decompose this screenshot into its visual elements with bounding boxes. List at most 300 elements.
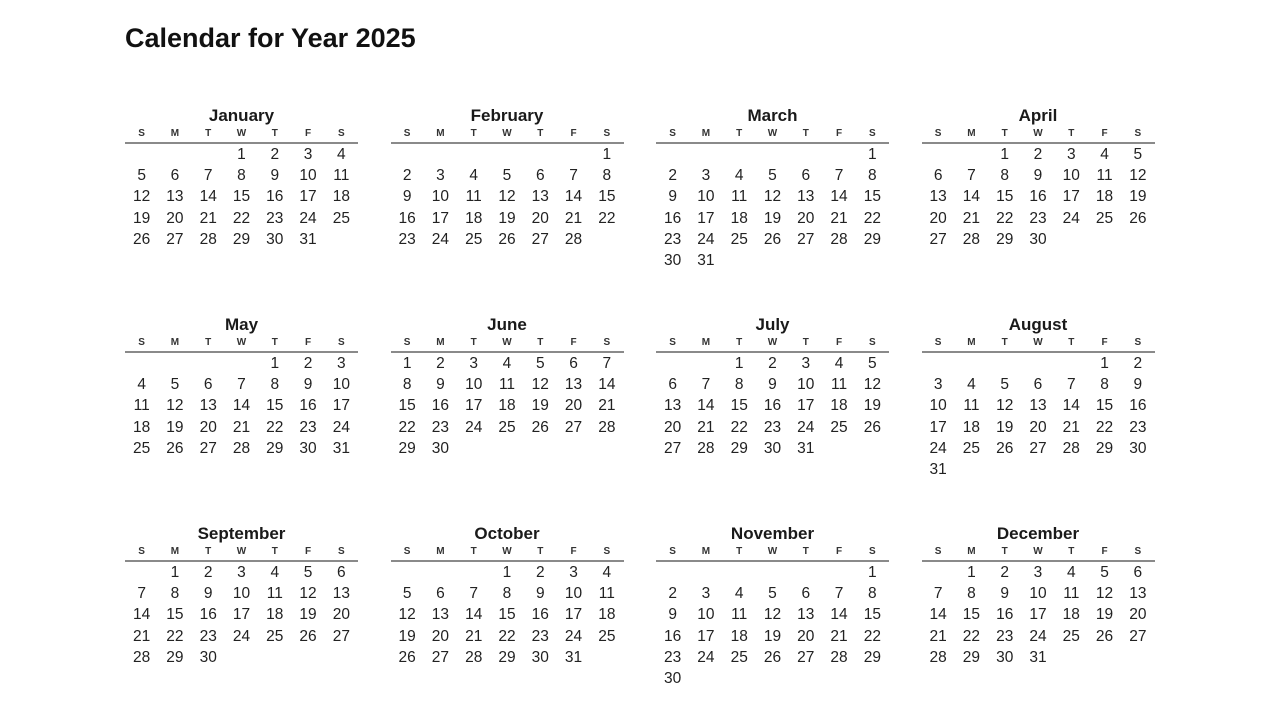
- day-cell: 30: [664, 251, 682, 269]
- day-cell: 7: [237, 376, 246, 394]
- day-cell: 5: [137, 167, 146, 185]
- day-cell: [988, 459, 1021, 480]
- day-cell: 17: [1029, 606, 1047, 624]
- week-row: [125, 562, 358, 583]
- day-cell: 8: [1100, 376, 1109, 394]
- day-cell: 24: [332, 418, 350, 436]
- day-cell: [1088, 229, 1121, 250]
- weekday-header-row: [391, 545, 624, 559]
- day-cell: 7: [1066, 376, 1076, 394]
- day-cell: 8: [602, 167, 612, 185]
- day-cell: [225, 647, 258, 668]
- day-cell: [1055, 459, 1088, 480]
- day-cell: [1055, 353, 1088, 374]
- day-cell: 14: [564, 188, 583, 206]
- day-cell: 13: [797, 606, 815, 624]
- day-cell: 9: [768, 376, 777, 394]
- day-cell: 9: [668, 606, 677, 624]
- day-cell: 21: [830, 627, 848, 645]
- weekday-label: S: [138, 128, 145, 139]
- weekday-label: S: [337, 546, 345, 557]
- day-cell: 5: [768, 167, 777, 185]
- day-cell: 27: [199, 439, 217, 457]
- day-cell: 25: [830, 418, 848, 436]
- day-cell: 5: [535, 355, 545, 372]
- weeks: [656, 144, 889, 271]
- day-cell: 1: [502, 564, 512, 581]
- day-cell: 16: [763, 397, 782, 415]
- day-cell: 12: [133, 188, 151, 206]
- week-row: [125, 208, 358, 229]
- day-cell: 31: [564, 648, 583, 666]
- day-cell: 10: [929, 397, 947, 415]
- page-title: Calendar for Year 2025: [125, 23, 416, 53]
- day-cell: 5: [402, 585, 412, 603]
- day-cell: 21: [929, 627, 947, 645]
- day-cell: [756, 668, 789, 689]
- weekday-label: T: [802, 128, 809, 139]
- day-cell: 18: [598, 606, 616, 624]
- day-cell: 12: [763, 188, 782, 206]
- day-cell: 28: [929, 648, 947, 666]
- day-cell: 6: [436, 585, 445, 603]
- day-cell: 20: [564, 397, 583, 415]
- weekday-label: M: [170, 337, 180, 348]
- week-row: [656, 208, 889, 229]
- day-cell: [325, 647, 358, 668]
- weekday-label: T: [736, 337, 743, 348]
- day-cell: 11: [1096, 167, 1113, 185]
- day-cell: 22: [730, 418, 748, 436]
- weekday-label: M: [701, 337, 711, 348]
- day-cell: 9: [270, 167, 280, 185]
- day-cell: 25: [465, 230, 483, 248]
- month-name: February: [470, 106, 544, 125]
- week-row: [391, 583, 624, 604]
- weekday-label: T: [205, 546, 212, 557]
- day-cell: [822, 250, 855, 271]
- day-cell: 22: [996, 209, 1014, 227]
- weekday-label: T: [271, 546, 278, 557]
- weekday-label: M: [967, 546, 976, 557]
- week-row: [922, 626, 1155, 647]
- day-cell: 25: [498, 418, 516, 436]
- day-cell: 29: [996, 230, 1014, 248]
- day-cell: 31: [697, 251, 715, 269]
- day-cell: 27: [1029, 439, 1047, 457]
- weeks: [922, 562, 1155, 668]
- day-cell: [524, 144, 557, 165]
- day-cell: 23: [531, 627, 549, 645]
- weekday-label: M: [967, 128, 976, 139]
- weekday-label: S: [934, 546, 942, 557]
- week-row: [391, 229, 624, 250]
- day-cell: 10: [465, 376, 483, 394]
- day-cell: 20: [929, 209, 947, 227]
- day-cell: [457, 144, 490, 165]
- day-cell: 17: [1062, 188, 1080, 206]
- weekday-label: F: [304, 128, 312, 139]
- day-cell: [789, 668, 822, 689]
- day-cell: 21: [1062, 418, 1080, 436]
- day-cell: 20: [1129, 606, 1147, 624]
- month-november: [656, 524, 889, 689]
- day-cell: 21: [598, 397, 616, 415]
- week-row: [922, 208, 1155, 229]
- day-cell: 29: [962, 648, 981, 666]
- weekday-header-row: [125, 545, 358, 559]
- day-cell: 19: [1129, 188, 1147, 206]
- day-cell: [125, 353, 158, 374]
- weekday-label: S: [1134, 337, 1142, 348]
- week-row: [125, 417, 358, 438]
- day-cell: 15: [398, 397, 416, 415]
- weekday-label: T: [537, 337, 544, 348]
- weekday-label: W: [767, 546, 778, 557]
- weekday-label: F: [835, 128, 843, 139]
- day-cell: 24: [797, 418, 815, 436]
- weekday-label: S: [403, 546, 411, 557]
- day-cell: 25: [1095, 209, 1114, 227]
- day-cell: [424, 144, 457, 165]
- day-cell: 28: [133, 648, 151, 666]
- day-cell: 26: [398, 648, 416, 666]
- week-row: [391, 647, 624, 668]
- day-cell: 11: [598, 585, 615, 603]
- day-cell: 26: [863, 418, 881, 436]
- day-cell: 6: [170, 167, 180, 185]
- weekday-label: M: [967, 337, 976, 348]
- weekday-label: S: [669, 546, 676, 557]
- day-cell: 14: [598, 376, 616, 394]
- day-cell: 18: [1062, 606, 1080, 624]
- week-row: [656, 604, 889, 625]
- day-cell: 16: [664, 209, 682, 227]
- day-cell: 18: [465, 209, 483, 227]
- day-cell: 3: [1066, 146, 1076, 163]
- weekday-label: W: [767, 337, 778, 348]
- weekday-label: S: [403, 128, 411, 139]
- day-cell: 22: [962, 627, 981, 645]
- day-cell: 25: [332, 209, 350, 227]
- day-cell: 23: [266, 209, 284, 227]
- week-row: [922, 647, 1155, 668]
- day-cell: 5: [868, 355, 877, 372]
- day-cell: 3: [237, 564, 246, 581]
- day-cell: 30: [664, 669, 682, 687]
- day-cell: 11: [333, 167, 350, 185]
- day-cell: 8: [402, 376, 412, 394]
- week-row: [656, 353, 889, 374]
- day-cell: 30: [431, 439, 450, 457]
- weekday-label: S: [669, 337, 676, 348]
- day-cell: 7: [203, 167, 213, 185]
- day-cell: 11: [498, 376, 516, 394]
- day-cell: [922, 353, 955, 374]
- day-cell: 23: [763, 418, 782, 436]
- day-cell: 11: [963, 397, 980, 415]
- day-cell: 1: [237, 146, 246, 163]
- weekday-label: W: [236, 546, 247, 557]
- day-cell: 30: [763, 439, 782, 457]
- day-cell: [125, 562, 158, 583]
- day-cell: 26: [996, 439, 1014, 457]
- weekday-label: W: [1033, 337, 1043, 348]
- day-cell: 18: [332, 188, 350, 206]
- week-row: [656, 186, 889, 207]
- day-cell: 29: [498, 648, 516, 666]
- week-row: [391, 374, 624, 395]
- day-cell: [557, 144, 590, 165]
- weekday-header-row: [391, 127, 624, 141]
- week-row: [922, 417, 1155, 438]
- month-march: [656, 106, 889, 271]
- day-cell: 14: [830, 188, 848, 206]
- day-cell: 4: [337, 146, 346, 163]
- month-name: August: [1008, 315, 1068, 334]
- weekday-label: W: [236, 128, 247, 139]
- weekday-header-row: [922, 545, 1155, 559]
- day-cell: 9: [402, 188, 412, 206]
- weekday-label: W: [502, 337, 512, 348]
- weekday-label: T: [470, 128, 477, 139]
- day-cell: 29: [398, 439, 416, 457]
- day-cell: 9: [436, 376, 445, 394]
- day-cell: 13: [929, 188, 947, 206]
- day-cell: [955, 353, 988, 374]
- day-cell: 24: [465, 418, 483, 436]
- day-cell: 1: [170, 564, 180, 581]
- weekday-label: F: [304, 337, 312, 348]
- day-cell: [158, 144, 191, 165]
- day-cell: 27: [431, 648, 450, 666]
- day-cell: 8: [967, 585, 976, 603]
- day-cell: 19: [863, 397, 881, 415]
- day-cell: 12: [498, 188, 516, 206]
- day-cell: 14: [133, 606, 151, 624]
- week-row: [922, 165, 1155, 186]
- day-cell: [391, 562, 424, 583]
- day-cell: 2: [668, 585, 677, 603]
- day-cell: [756, 250, 789, 271]
- day-cell: 19: [763, 627, 782, 645]
- day-cell: 3: [801, 355, 811, 372]
- day-cell: 2: [1000, 564, 1010, 581]
- weeks: [391, 562, 624, 668]
- day-cell: 20: [1029, 418, 1047, 436]
- weekday-label: W: [502, 546, 512, 557]
- day-cell: 18: [1095, 188, 1114, 206]
- day-cell: 16: [299, 397, 317, 415]
- day-cell: [590, 229, 623, 250]
- day-cell: 27: [664, 439, 682, 457]
- day-cell: 7: [834, 585, 844, 603]
- day-cell: 10: [1029, 585, 1047, 603]
- weekday-label: W: [502, 128, 512, 139]
- day-cell: 9: [203, 585, 213, 603]
- day-cell: 4: [734, 585, 744, 603]
- day-cell: 18: [498, 397, 516, 415]
- day-cell: 2: [535, 564, 545, 581]
- day-cell: 9: [1033, 167, 1043, 185]
- day-cell: 13: [797, 188, 815, 206]
- month-name: January: [208, 106, 275, 125]
- day-cell: [1021, 353, 1054, 374]
- day-cell: 8: [237, 167, 246, 185]
- weekday-label: W: [236, 337, 247, 348]
- day-cell: 3: [933, 376, 943, 394]
- day-cell: [1121, 229, 1154, 250]
- day-cell: 18: [730, 627, 748, 645]
- day-cell: 11: [731, 188, 748, 206]
- day-cell: 16: [996, 606, 1014, 624]
- week-row: [656, 250, 889, 271]
- week-row: [656, 395, 889, 416]
- day-cell: 5: [170, 376, 180, 394]
- day-cell: 28: [962, 230, 981, 248]
- week-row: [125, 626, 358, 647]
- day-cell: 13: [564, 376, 583, 394]
- day-cell: 30: [299, 439, 317, 457]
- day-cell: [922, 562, 955, 583]
- day-cell: 3: [569, 564, 578, 581]
- weekday-label: S: [337, 128, 345, 139]
- weekday-label: S: [1134, 128, 1142, 139]
- day-cell: 15: [266, 397, 284, 415]
- week-row: [922, 395, 1155, 416]
- week-row: [656, 562, 889, 583]
- day-cell: 15: [166, 606, 184, 624]
- day-cell: 22: [498, 627, 516, 645]
- day-cell: 9: [668, 188, 677, 206]
- day-cell: 3: [469, 355, 479, 372]
- day-cell: 14: [465, 606, 483, 624]
- day-cell: [192, 353, 225, 374]
- week-row: [656, 229, 889, 250]
- day-cell: 31: [332, 439, 350, 457]
- day-cell: 14: [830, 606, 848, 624]
- day-cell: 24: [232, 627, 251, 645]
- day-cell: 27: [332, 627, 350, 645]
- month-name: July: [755, 315, 790, 334]
- day-cell: 5: [1133, 146, 1143, 163]
- day-cell: 12: [763, 606, 782, 624]
- week-row: [125, 647, 358, 668]
- weekday-label: S: [868, 128, 876, 139]
- day-cell: [988, 353, 1021, 374]
- day-cell: 8: [868, 585, 877, 603]
- day-cell: 18: [962, 418, 981, 436]
- day-cell: 22: [863, 209, 881, 227]
- day-cell: 31: [929, 460, 947, 478]
- day-cell: 19: [398, 627, 416, 645]
- month-name: April: [1018, 106, 1058, 125]
- day-cell: 4: [602, 564, 612, 581]
- day-cell: 2: [402, 167, 412, 185]
- day-cell: 19: [763, 209, 782, 227]
- month-december: [922, 524, 1155, 668]
- day-cell: 7: [602, 355, 612, 372]
- day-cell: [856, 438, 889, 459]
- day-cell: 15: [232, 188, 251, 206]
- day-cell: 9: [1133, 376, 1143, 394]
- week-row: [922, 438, 1155, 459]
- day-cell: 29: [166, 648, 184, 666]
- weeks: [125, 353, 358, 459]
- day-cell: 29: [266, 439, 284, 457]
- day-cell: 28: [232, 439, 251, 457]
- day-cell: 18: [830, 397, 848, 415]
- day-cell: [723, 144, 756, 165]
- day-cell: 28: [830, 230, 848, 248]
- day-cell: 8: [868, 167, 877, 185]
- day-cell: 12: [398, 606, 416, 624]
- weekday-label: S: [337, 337, 345, 348]
- day-cell: 25: [133, 439, 151, 457]
- weeks: [125, 562, 358, 668]
- week-row: [391, 604, 624, 625]
- day-cell: [822, 562, 855, 583]
- day-cell: 21: [564, 209, 583, 227]
- weekday-label: F: [570, 546, 577, 557]
- day-cell: 30: [531, 648, 549, 666]
- day-cell: 1: [734, 355, 744, 372]
- day-cell: 13: [531, 188, 549, 206]
- day-cell: 16: [531, 606, 549, 624]
- month-october: [391, 524, 624, 668]
- week-row: [391, 144, 624, 165]
- day-cell: 15: [498, 606, 516, 624]
- weekday-label: S: [138, 546, 145, 557]
- day-cell: 10: [232, 585, 251, 603]
- day-cell: 17: [929, 418, 947, 436]
- day-cell: 23: [299, 418, 317, 436]
- week-row: [125, 144, 358, 165]
- weekday-header-row: [656, 545, 889, 559]
- day-cell: 19: [133, 209, 151, 227]
- day-cell: 10: [332, 376, 350, 394]
- day-cell: 22: [398, 418, 416, 436]
- month-january: [125, 106, 358, 250]
- week-row: [391, 438, 624, 459]
- day-cell: [723, 250, 756, 271]
- day-cell: 26: [299, 627, 317, 645]
- day-cell: 29: [232, 230, 251, 248]
- day-cell: [1088, 459, 1121, 480]
- week-row: [125, 438, 358, 459]
- day-cell: 11: [133, 397, 150, 415]
- day-cell: 14: [929, 606, 947, 624]
- day-cell: 13: [332, 585, 350, 603]
- week-row: [391, 186, 624, 207]
- day-cell: 28: [1062, 439, 1080, 457]
- day-cell: 2: [668, 167, 677, 185]
- day-cell: 29: [1095, 439, 1114, 457]
- week-row: [922, 459, 1155, 480]
- day-cell: 19: [166, 418, 184, 436]
- day-cell: 15: [730, 397, 748, 415]
- week-row: [656, 626, 889, 647]
- week-row: [922, 229, 1155, 250]
- day-cell: 12: [996, 397, 1014, 415]
- day-cell: [789, 144, 822, 165]
- day-cell: 28: [830, 648, 848, 666]
- month-august: [922, 315, 1155, 480]
- day-cell: [656, 562, 689, 583]
- day-cell: 31: [299, 230, 317, 248]
- day-cell: 8: [502, 585, 512, 603]
- day-cell: 19: [498, 209, 516, 227]
